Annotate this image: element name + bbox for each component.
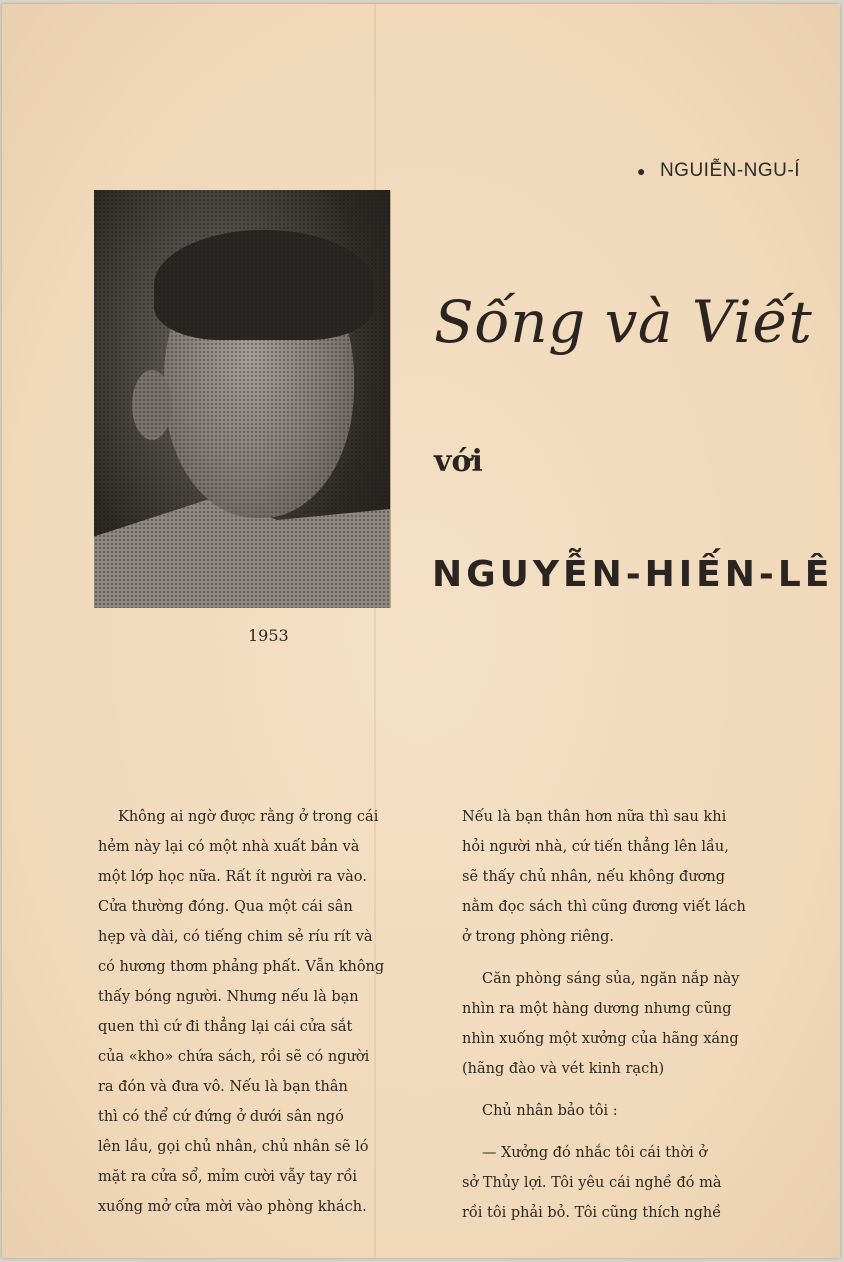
title-subject: NGUYỄN-HIẾN-LÊ — [432, 554, 834, 595]
text-line: một lớp học nữa. Rất ít người ra vào. — [98, 869, 367, 885]
text-line: thì có thể cứ đứng ở dưới sân ngó — [98, 1109, 344, 1125]
text-line: (hãng đào và vét kinh rạch) — [462, 1061, 665, 1077]
bullet-icon: ● — [636, 162, 646, 179]
text-line: Cửa thường đóng. Qua một cái sân — [98, 899, 353, 915]
author-name: NGUIỄN-NGU-Í — [659, 160, 800, 181]
magazine-page — [2, 4, 840, 1258]
text-line: lên lầu, gọi chủ nhân, chủ nhân sẽ ló — [98, 1139, 369, 1155]
text-line: rồi tôi phải bỏ. Tôi cũng thích nghề — [462, 1205, 722, 1221]
text-line: sở Thủy lợi. Tôi yêu cái nghề đó mà — [462, 1175, 722, 1191]
text-line: xuống mở cửa mời vào phòng khách. — [98, 1199, 367, 1215]
text-line: nhìn ra một hàng dương nhưng cũng — [462, 1001, 732, 1017]
photo-caption: 1953 — [248, 626, 289, 645]
text-line: ra đón và đưa vô. Nếu là bạn thân — [98, 1079, 348, 1095]
text-line: ở trong phòng riêng. — [462, 929, 615, 945]
title-connector: với — [434, 444, 483, 479]
paragraph-gap — [462, 952, 804, 964]
paragraph-gap — [462, 1126, 804, 1138]
text-line: mặt ra cửa sổ, mỉm cười vẫy tay rồi — [98, 1169, 358, 1185]
text-line: hẹp và dài, có tiếng chim sẻ ríu rít và — [98, 929, 373, 945]
paragraph — [462, 1096, 804, 1126]
author-byline — [637, 160, 800, 182]
text-line: nhìn xuống một xưởng của hãng xáng — [462, 1031, 739, 1047]
paragraph — [462, 802, 804, 952]
text-line: của «kho» chứa sách, rồi sẽ có người — [98, 1049, 370, 1065]
text-line: Căn phòng sáng sủa, ngăn nắp này — [482, 971, 740, 987]
text-line: hỏi người nhà, cứ tiến thẳng lên lầu, — [462, 839, 729, 855]
paragraph-gap — [462, 1084, 804, 1096]
portrait-photo — [94, 190, 391, 608]
photo-halftone — [94, 190, 390, 608]
body-column-left — [98, 802, 438, 1222]
article-title: Sống và Viết — [434, 288, 813, 356]
text-line: Không ai ngờ được rằng ở trong cái — [118, 809, 379, 825]
text-line: Chủ nhân bảo tôi : — [482, 1103, 618, 1119]
text-line: — Xưởng đó nhắc tôi cái thời ở — [482, 1145, 708, 1161]
text-line: có hương thơm phảng phất. Vẫn không — [98, 959, 385, 975]
text-line: thấy bóng người. Nhưng nếu là bạn — [98, 989, 359, 1005]
text-line: Nếu là bạn thân hơn nữa thì sau khi — [462, 809, 727, 825]
body-column-right — [462, 802, 804, 1228]
text-line: nằm đọc sách thì cũng đương viết lách — [462, 899, 746, 915]
text-line: sẽ thấy chủ nhân, nếu không đương — [462, 869, 726, 885]
paragraph — [98, 802, 438, 1222]
text-line: hẻm này lại có một nhà xuất bản và — [98, 839, 360, 855]
paragraph — [462, 964, 804, 1084]
paragraph — [462, 1138, 804, 1228]
text-line: quen thì cứ đi thẳng lại cái cửa sắt — [98, 1019, 353, 1035]
